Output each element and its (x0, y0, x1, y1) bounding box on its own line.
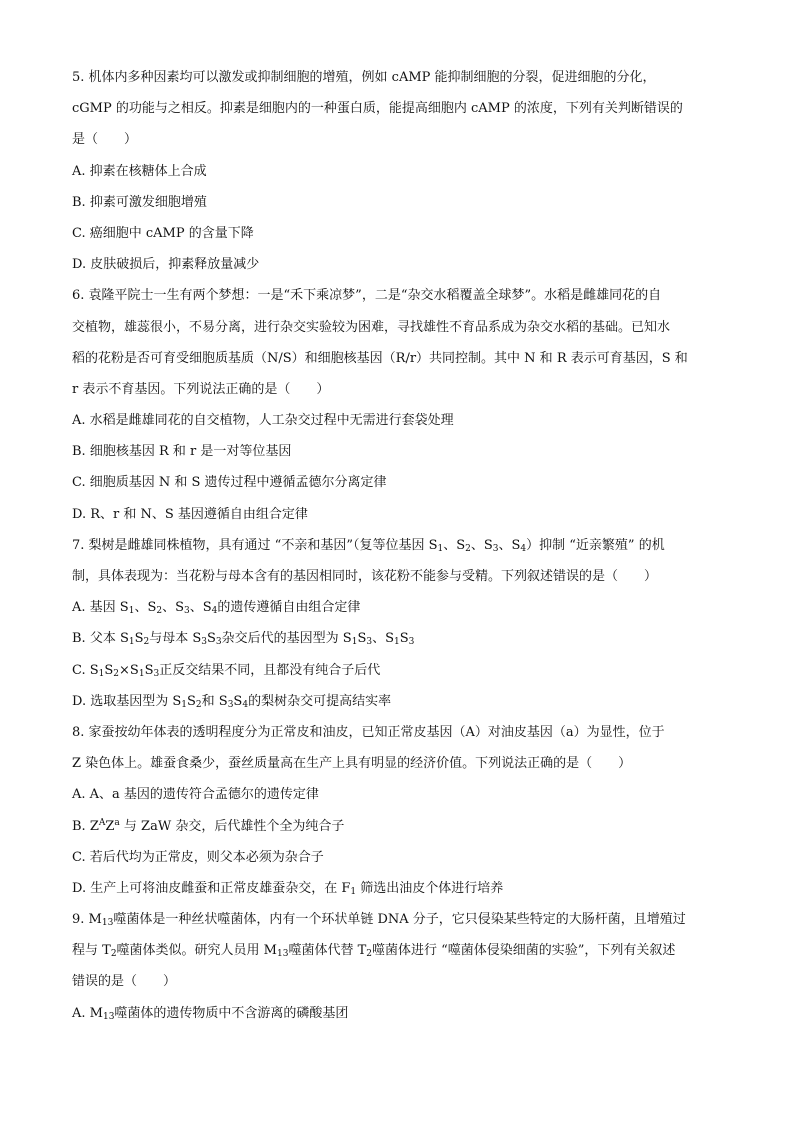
question-6-stem-line-1: 6. 袁隆平院士一生有两个梦想：一是“禾下乘凉梦”，二是“杂交水稻覆盖全球梦”。水稻是雌雄同花的自 (72, 288, 662, 304)
question-7-stem-line-1: 7. 梨树是雌雄同株植物，具有通过 “不亲和基因”（复等位基因 $S_1$、$S_2$、$S_3$、$S_4$）抑制 “近亲繁殖” 的机 (72, 537, 665, 554)
question-5-option-a: A. 抑素在核糖体上合成 (72, 163, 207, 179)
question-7-option-b: B. 父本 $S_1S_2$与母本 $S_3S_3$杂交后代的基因型为 $S_1S_3$、$S_1S_3$ (72, 631, 415, 648)
question-5 (72, 62, 722, 280)
question-7 (72, 530, 722, 717)
question-6-stem-line-4: r 表示不育基因。下列说法正确的是（ ） (72, 381, 330, 397)
question-5-stem-line-1: 5. 机体内多种因素均可以激发或抑制细胞的增殖，例如 cAMP 能抑制细胞的分裂，促进细胞的分化， (72, 70, 656, 85)
question-8 (72, 717, 722, 904)
question-8-option-a: A. A、a 基因的遗传符合孟德尔的遗传定律 (72, 787, 319, 803)
question-6-option-a: A. 水稻是雌雄同花的自交植物，人工杂交过程中无需进行套袋处理 (72, 413, 454, 429)
question-6-option-c: C. 细胞质基因 N 和 S 遗传过程中遵循孟德尔分离定律 (72, 475, 387, 491)
question-6-stem-line-2: 交植物，雄蕊很小，不易分离，进行杂交实验较为困难，寻找雄性不育品系成为杂交水稻的基础。已知水 (72, 319, 671, 335)
question-9-option-a: A. $M_{13}$噬菌体的遗传物质中不含游离的磷酸基团 (72, 1005, 349, 1022)
question-9-stem-line-1: 9. $M_{13}$噬菌体是一种丝状噬菌体，内有一个环状单链 DNA 分子，它只侵染某些特定的大肠杆菌，且增殖过 (72, 912, 686, 929)
question-5-stem-line-3: 是（ ） (72, 132, 138, 148)
question-7-stem-line-2: 制，具体表现为：当花粉与母本含有的基因相同时，该花粉不能参与受精。下列叙述错误的是（ ） (72, 569, 658, 584)
question-8-stem-line-2: Z 染色体上。雄蚕食桑少，蚕丝质量高在生产上具有明显的经济价值。下列说法正确的是（ ） (72, 756, 632, 772)
question-6-option-b: B. 细胞核基因 R 和 r 是一对等位基因 (72, 444, 292, 460)
question-9-stem-line-3: 错误的是（ ） (72, 974, 177, 990)
question-7-option-a: A. 基因 $S_1$、$S_2$、$S_3$、$S_4$的遗传遵循自由组合定律 (72, 600, 361, 617)
question-9-stem-line-2: 程与 $T_2$噬菌体类似。研究人员用 $M_{13}$噬菌体代替 $T_2$噬菌体进行 “噬菌体侵染细菌的实验”，下列有关叙述 (72, 943, 676, 960)
question-8-option-c: C. 若后代均为正常皮，则父本必须为杂合子 (72, 849, 324, 865)
question-5-option-d: D. 皮肤破损后，抑素释放量减少 (72, 257, 260, 273)
question-9 (72, 904, 722, 1029)
question-8-option-d: D. 生产上可将油皮雌蚕和正常皮雄蚕杂交，在 $F_1$ 筛选出油皮个体进行培养 (72, 880, 504, 897)
question-5-option-c: C. 癌细胞中 cAMP 的含量下降 (72, 225, 254, 241)
question-6-stem-line-3: 稻的花粉是否可育受细胞质基质（N/S）和细胞核基因（R/r）共同控制。其中 N 和 R 表示可育基因，S 和 (72, 350, 688, 366)
question-7-option-c: C. $S_1S_2\times S_1S_3$正反交结果不同，且都没有纯合子后代 (72, 662, 381, 679)
question-list (72, 62, 722, 1029)
question-8-option-b: B. $Z^AZ^a$ 与 ZaW 杂交，后代雄性个全为纯合子 (72, 817, 345, 834)
question-6 (72, 280, 722, 530)
question-5-option-b: B. 抑素可激发细胞增殖 (72, 194, 207, 210)
question-8-stem-line-1: 8. 家蚕按幼年体表的透明程度分为正常皮和油皮，已知正常皮基因（A）对油皮基因（a）为显性，位于 (72, 724, 665, 740)
question-7-option-d: D. 选取基因型为 $S_1S_2$和 $S_3S_4$的梨树杂交可提高结实率 (72, 693, 392, 710)
question-5-stem-line-2: cGMP 的功能与之相反。抑素是细胞内的一种蛋白质，能提高细胞内 cAMP 的浓度，下列有关判断错误的 (72, 101, 683, 117)
question-6-option-d: D. R、r 和 N、S 基因遵循自由组合定律 (72, 506, 308, 522)
